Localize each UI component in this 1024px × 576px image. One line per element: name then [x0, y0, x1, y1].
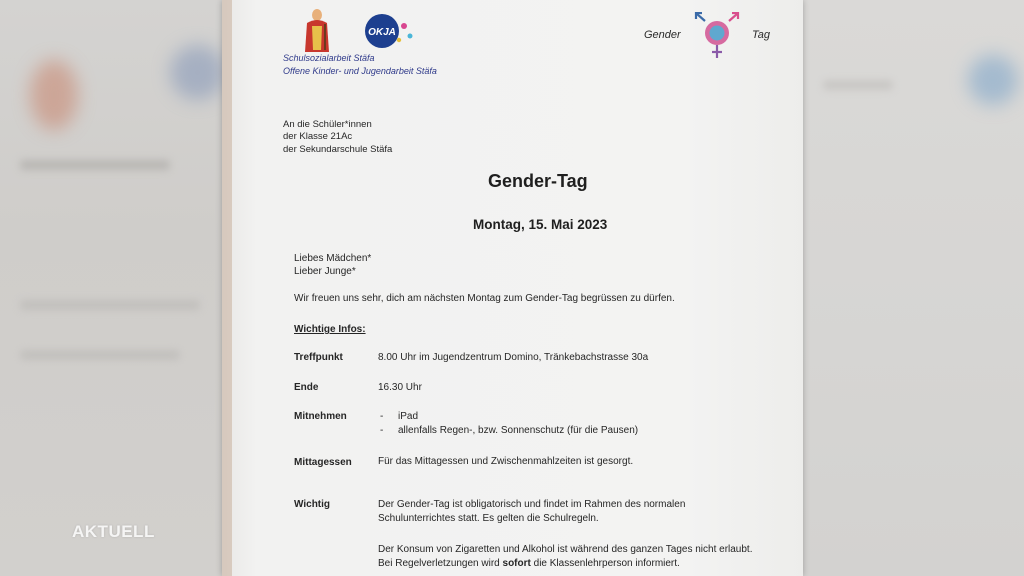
greeting-line1: Liebes Mädchen* — [294, 253, 372, 264]
blurred-logo-left — [170, 45, 225, 100]
gender-symbol-icon — [694, 12, 740, 60]
treffpunkt-value: 8.00 Uhr im Jugendzentrum Domino, Tränkebachstrasse 30a — [378, 352, 649, 363]
aktuell-overlay-label: AKTUELL — [72, 522, 155, 541]
blurred-symbol-right — [968, 55, 1018, 105]
okja-logo-icon — [360, 12, 420, 50]
ende-value: 16.30 Uhr — [378, 382, 422, 393]
wichtig-label: Wichtig — [294, 499, 331, 510]
wichtig-paragraph2-line1: Der Konsum von Zigaretten und Alkohol ist während des ganzen Tages nicht erlaubt. — [378, 544, 753, 555]
wichtig-p2-text-before: Bei Regelverletzungen wird — [378, 558, 503, 569]
school-social-work-logo-icon — [300, 8, 334, 54]
intro-text: Wir freuen uns sehr, dich am nächsten Montag zum Gender-Tag begrüssen zu dürfen. — [294, 293, 675, 304]
background-right-blur — [803, 0, 1024, 576]
address-line2: der Klasse 21Ac — [283, 131, 353, 142]
wichtig-paragraph1-line1: Der Gender-Tag ist obligatorisch und findet im Rahmen des normalen — [378, 499, 686, 510]
mittagessen-value: Für das Mittagessen und Zwischenmahlzeiten ist gesorgt. — [378, 456, 634, 467]
document-title: Gender-Tag — [488, 171, 588, 191]
greeting-line2: Lieber Junge* — [294, 266, 356, 277]
wichtig-paragraph2-line2 — [378, 557, 680, 571]
tag-logo-word: Tag — [752, 29, 770, 41]
gender-logo-word: Gender — [644, 29, 681, 41]
mitnehmen-bullet-1: - — [380, 411, 384, 422]
mitnehmen-item-1: iPad — [398, 411, 419, 422]
mitnehmen-label: Mitnehmen — [294, 411, 347, 422]
wichtig-paragraph1-line2: Schulunterrichtes statt. Es gelten die Schulregeln. — [378, 513, 599, 524]
infos-heading: Wichtige Infos: — [294, 324, 366, 335]
mitnehmen-bullet-2: - — [380, 425, 384, 436]
org-name-line2: Offene Kinder- und Jugendarbeit Stäfa — [283, 66, 437, 76]
blurred-figure-left — [30, 60, 78, 130]
mittagessen-label: Mittagessen — [294, 457, 352, 468]
wichtig-p2-bold-word: sofort — [502, 558, 531, 569]
letter-document — [222, 0, 803, 576]
event-date: Montag, 15. Mai 2023 — [473, 217, 608, 232]
background-left-blur — [0, 0, 222, 576]
ende-label: Ende — [294, 382, 319, 393]
okja-logo-text: OKJA — [368, 27, 396, 38]
treffpunkt-label: Treffpunkt — [294, 352, 343, 363]
wichtig-p2-text-after: die Klassenlehrperson informiert. — [530, 558, 680, 569]
mitnehmen-item-2: allenfalls Regen-, bzw. Sonnenschutz (für die Pausen) — [398, 425, 639, 436]
org-name-line1: Schulsozialarbeit Stäfa — [283, 53, 375, 63]
address-line3: der Sekundarschule Stäfa — [283, 144, 393, 155]
address-line1: An die Schüler*innen — [283, 119, 372, 130]
